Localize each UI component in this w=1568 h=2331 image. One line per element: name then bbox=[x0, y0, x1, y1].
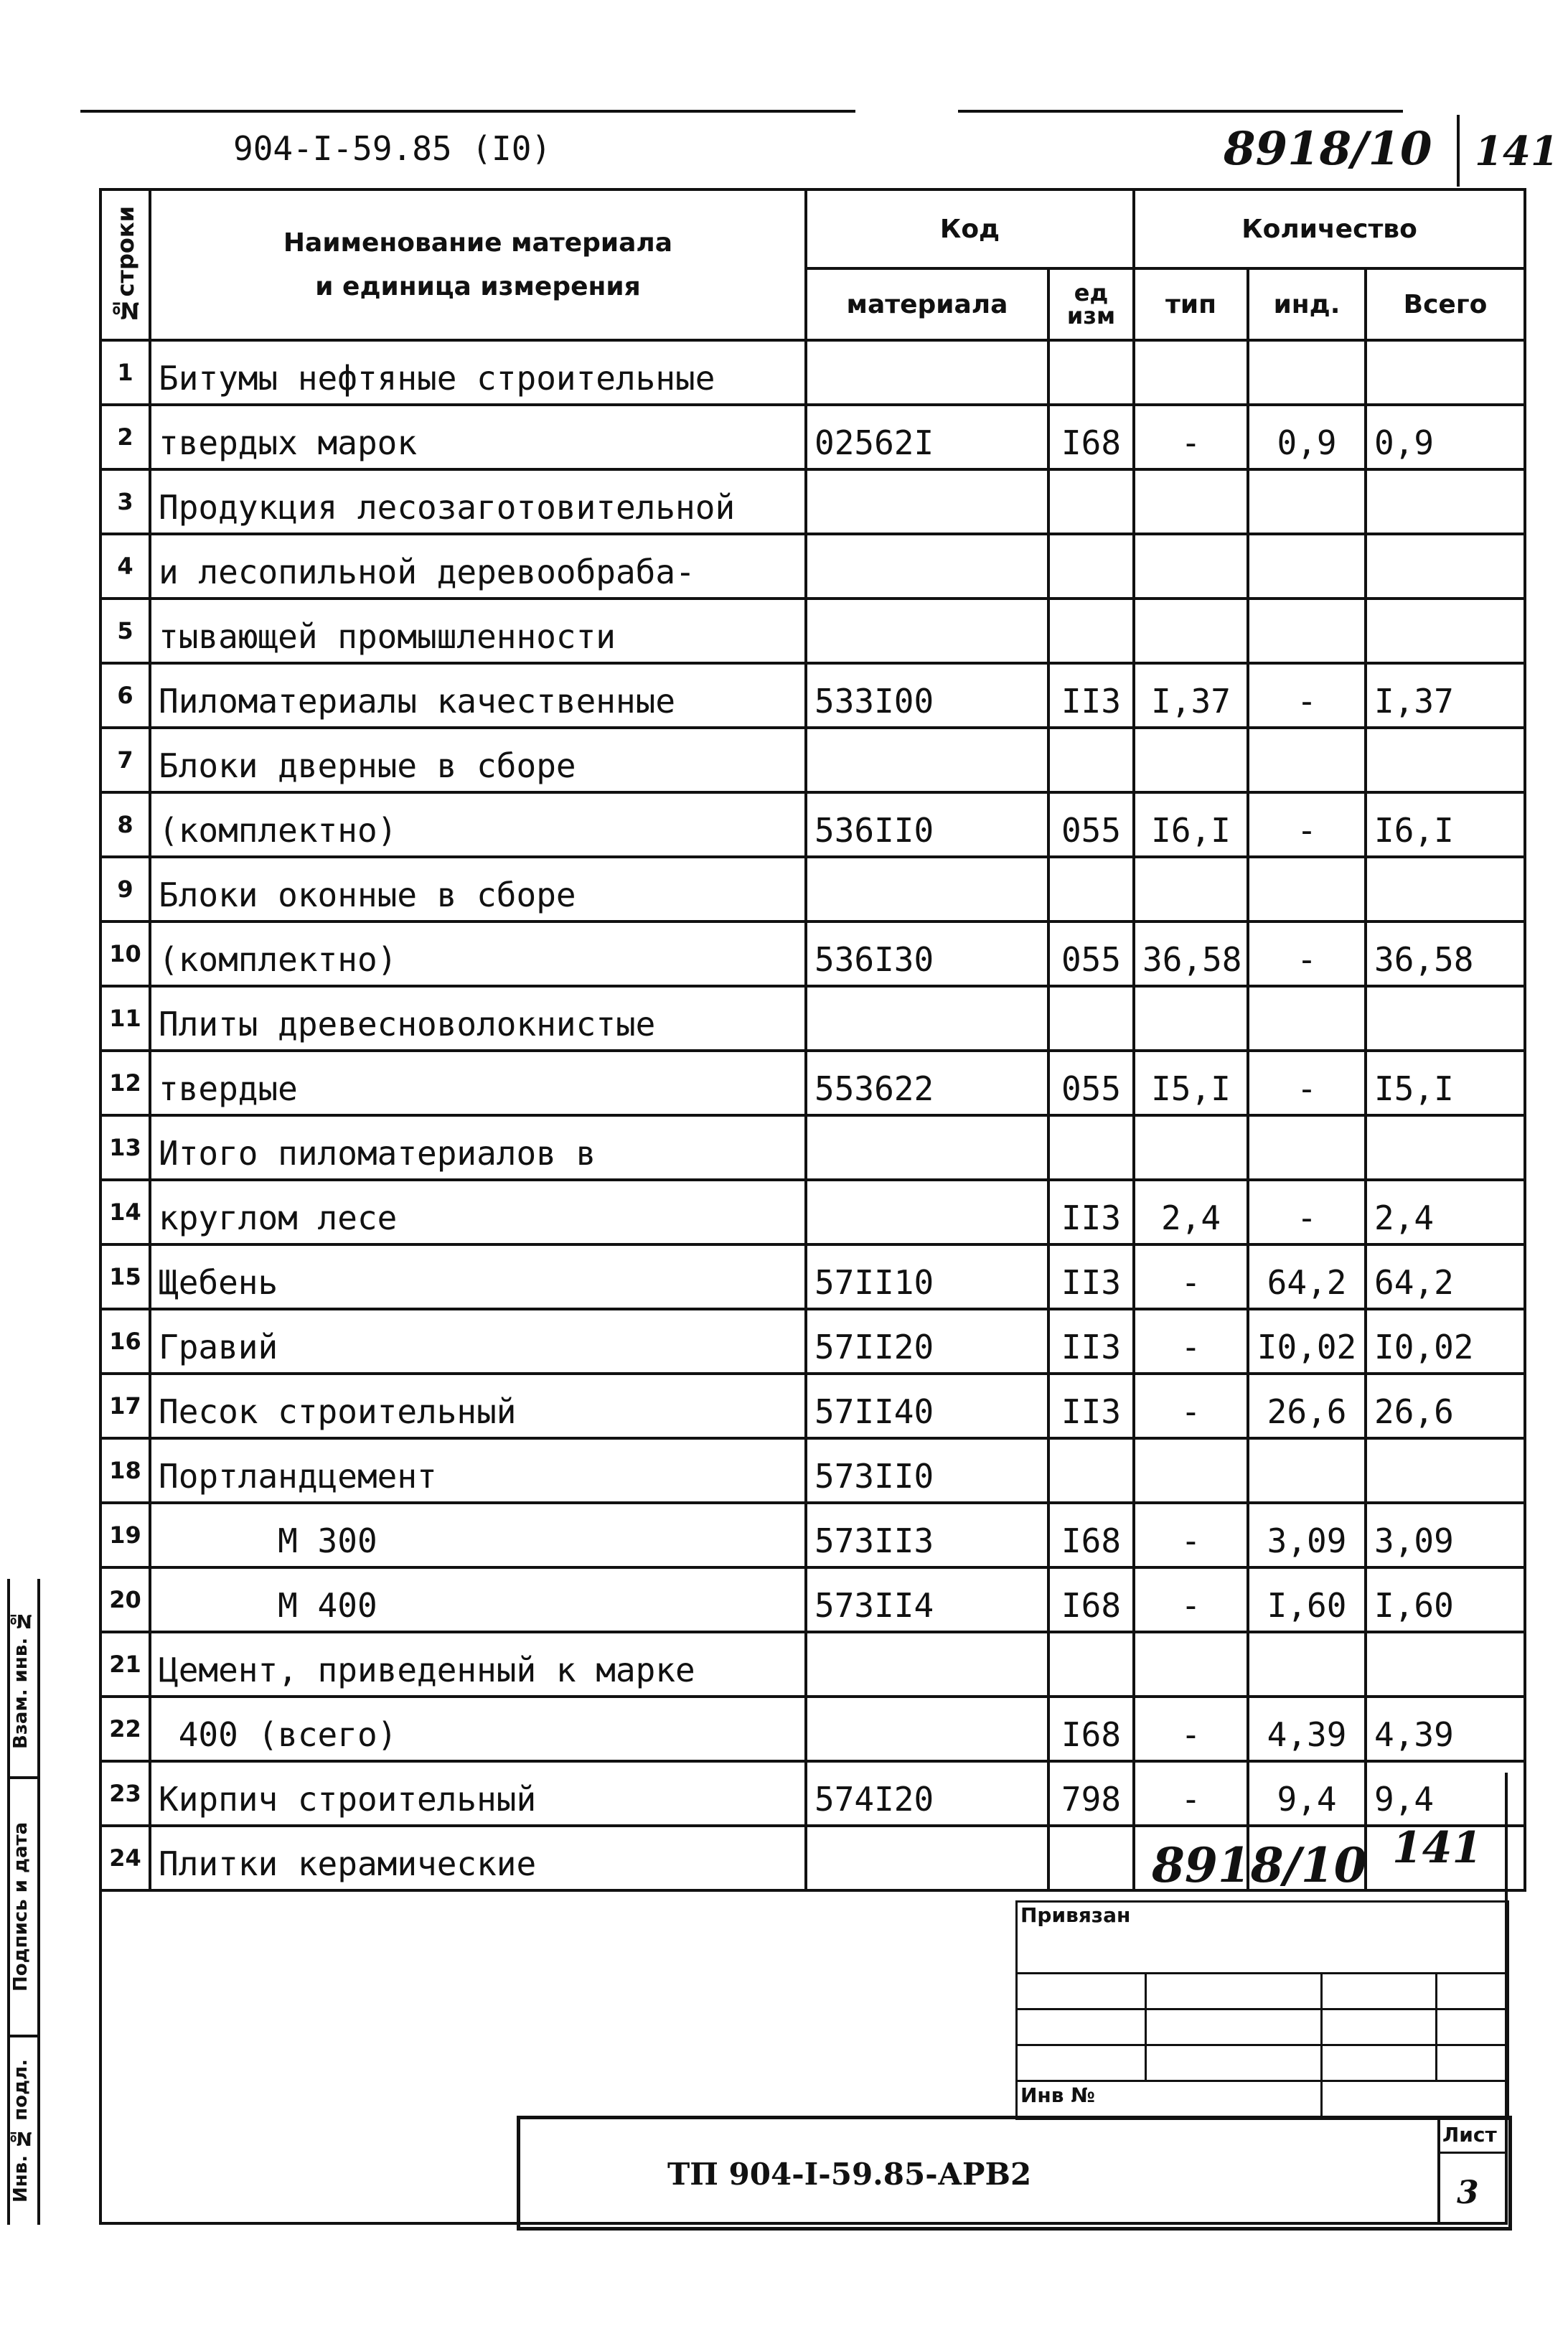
material-code-cell bbox=[806, 534, 1048, 599]
material-code-cell: 02562I bbox=[806, 405, 1048, 469]
qty-type-cell: - bbox=[1134, 1503, 1248, 1567]
frame-left bbox=[99, 1773, 102, 2225]
row-number-cell: 13 bbox=[100, 1115, 150, 1180]
unit-code-cell: 798 bbox=[1048, 1761, 1134, 1826]
qty-total-cell: I0,02 bbox=[1366, 1309, 1525, 1374]
material-code-cell: 533I00 bbox=[806, 663, 1048, 728]
row-number-cell: 7 bbox=[100, 728, 150, 792]
material-name-cell: (комплектно) bbox=[150, 921, 806, 986]
unit-code-cell: II3 bbox=[1048, 1374, 1134, 1438]
material-code-cell bbox=[806, 857, 1048, 921]
material-name-cell: Блоки оконные в сборе bbox=[150, 857, 806, 921]
qty-type-cell bbox=[1134, 340, 1248, 405]
qty-total-cell: 36,58 bbox=[1366, 921, 1525, 986]
side-sep-1 bbox=[7, 1776, 40, 1779]
stamp-handwritten-number: 141 bbox=[1392, 1823, 1483, 1873]
unit-code-cell: II3 bbox=[1048, 1309, 1134, 1374]
material-code-cell bbox=[806, 1115, 1048, 1180]
linked-row-2 bbox=[1015, 2008, 1507, 2010]
row-number-cell: 14 bbox=[100, 1180, 150, 1244]
qty-total-cell: I5,I bbox=[1366, 1051, 1525, 1115]
qty-total-cell bbox=[1366, 986, 1525, 1051]
linked-row-4 bbox=[1015, 2080, 1507, 2082]
qty-total-cell bbox=[1366, 857, 1525, 921]
material-name-header: Наименование материала и единица измерения bbox=[150, 189, 806, 340]
material-name-cell: Портландцемент bbox=[150, 1438, 806, 1503]
table-row bbox=[100, 599, 1525, 663]
qty-ind-cell bbox=[1248, 534, 1366, 599]
linked-col-3 bbox=[1435, 1972, 1437, 2080]
code-group-header: Код bbox=[806, 189, 1134, 268]
row-number-cell: 18 bbox=[100, 1438, 150, 1503]
qty-total-cell bbox=[1366, 340, 1525, 405]
unit-code-cell bbox=[1048, 1826, 1134, 1890]
material-code-cell bbox=[806, 1180, 1048, 1244]
qty-ind-cell bbox=[1248, 986, 1366, 1051]
material-name-cell: Плиты древесноволокнистые bbox=[150, 986, 806, 1051]
qty-ind-cell: 9,4 bbox=[1248, 1761, 1366, 1826]
material-code-cell: 553622 bbox=[806, 1051, 1048, 1115]
qty-type-cell: - bbox=[1134, 1567, 1248, 1632]
row-number-cell: 1 bbox=[100, 340, 150, 405]
table-row bbox=[100, 1309, 1525, 1374]
qty-type-cell: - bbox=[1134, 1309, 1248, 1374]
qty-ind-cell: 26,6 bbox=[1248, 1374, 1366, 1438]
table-row bbox=[100, 1374, 1525, 1438]
qty-ind-cell: - bbox=[1248, 1051, 1366, 1115]
qty-type-cell: I,37 bbox=[1134, 663, 1248, 728]
unit-code-cell: 055 bbox=[1048, 792, 1134, 857]
table-row bbox=[100, 1697, 1525, 1761]
table-row bbox=[100, 728, 1525, 792]
material-code-cell: 57II20 bbox=[806, 1309, 1048, 1374]
qty-ind-cell bbox=[1248, 1632, 1366, 1697]
doc-code: 904-I-59.85 (I0) bbox=[233, 129, 552, 168]
unit-code-cell: I68 bbox=[1048, 1503, 1134, 1567]
qty-ind-cell bbox=[1248, 469, 1366, 534]
material-code-cell bbox=[806, 599, 1048, 663]
sheet-label: Лист bbox=[1442, 2123, 1497, 2147]
row-number-cell: 10 bbox=[100, 921, 150, 986]
sheet-number-handwritten: 141 bbox=[1475, 128, 1559, 175]
row-number-cell: 11 bbox=[100, 986, 150, 1051]
material-name-cell: и лесопильной деревообраба- bbox=[150, 534, 806, 599]
qty-total-cell: 64,2 bbox=[1366, 1244, 1525, 1309]
qty-total-cell bbox=[1366, 1115, 1525, 1180]
qty-type-cell bbox=[1134, 986, 1248, 1051]
unit-code-cell bbox=[1048, 340, 1134, 405]
qty-type-header: тип bbox=[1134, 268, 1248, 340]
qty-ind-cell bbox=[1248, 599, 1366, 663]
material-code-cell bbox=[806, 1826, 1048, 1890]
qty-ind-cell bbox=[1248, 857, 1366, 921]
side-label-inv-orig: Инв. № подл. bbox=[10, 2059, 32, 2203]
qty-type-cell bbox=[1134, 857, 1248, 921]
qty-total-cell bbox=[1366, 469, 1525, 534]
unit-code-cell bbox=[1048, 1115, 1134, 1180]
qty-ind-cell: - bbox=[1248, 792, 1366, 857]
row-number-header: №строки bbox=[100, 189, 150, 340]
material-name-cell: твердые bbox=[150, 1051, 806, 1115]
row-number-cell: 17 bbox=[100, 1374, 150, 1438]
row-number-cell: 23 bbox=[100, 1761, 150, 1826]
qty-ind-cell: - bbox=[1248, 663, 1366, 728]
material-code-cell bbox=[806, 986, 1048, 1051]
material-code-cell: 573II3 bbox=[806, 1503, 1048, 1567]
stamp-handwritten-ref: 8918/10 bbox=[1152, 1837, 1367, 1893]
qty-ind-cell: I0,02 bbox=[1248, 1309, 1366, 1374]
row-number-cell: 3 bbox=[100, 469, 150, 534]
unit-code-cell: I68 bbox=[1048, 1567, 1134, 1632]
qty-total-cell: I,37 bbox=[1366, 663, 1525, 728]
unit-code-cell bbox=[1048, 469, 1134, 534]
side-column-inner bbox=[37, 1579, 40, 2225]
qty-type-cell bbox=[1134, 1438, 1248, 1503]
row-number-cell: 5 bbox=[100, 599, 150, 663]
unit-code-cell bbox=[1048, 534, 1134, 599]
unit-code-cell bbox=[1048, 1632, 1134, 1697]
row-number-cell: 2 bbox=[100, 405, 150, 469]
qty-ind-cell: I,60 bbox=[1248, 1567, 1366, 1632]
material-name-cell: М 300 bbox=[150, 1503, 806, 1567]
qty-total-cell: 26,6 bbox=[1366, 1374, 1525, 1438]
row-number-cell: 24 bbox=[100, 1826, 150, 1890]
qty-total-cell: 9,4 bbox=[1366, 1761, 1525, 1826]
linked-row-1 bbox=[1015, 1972, 1507, 1974]
qty-ind-header: инд. bbox=[1248, 268, 1366, 340]
material-name-cell: (комплектно) bbox=[150, 792, 806, 857]
sheet-value: 3 bbox=[1457, 2175, 1479, 2211]
table-row bbox=[100, 663, 1525, 728]
material-code-cell: 536II0 bbox=[806, 792, 1048, 857]
sheet-row-divider bbox=[1437, 2152, 1507, 2154]
table-header-row-1 bbox=[100, 189, 1525, 268]
material-name-cell: твердых марок bbox=[150, 405, 806, 469]
table-row bbox=[100, 857, 1525, 921]
inv-label: Инв № bbox=[1020, 2083, 1095, 2107]
qty-ind-cell: 0,9 bbox=[1248, 405, 1366, 469]
unit-code-cell bbox=[1048, 986, 1134, 1051]
unit-code-cell: II3 bbox=[1048, 1244, 1134, 1309]
qty-type-cell bbox=[1134, 534, 1248, 599]
qty-total-cell bbox=[1366, 728, 1525, 792]
row-number-cell: 19 bbox=[100, 1503, 150, 1567]
qty-type-cell: I6,I bbox=[1134, 792, 1248, 857]
qty-ind-cell bbox=[1248, 340, 1366, 405]
linked-row-3 bbox=[1015, 2044, 1507, 2046]
material-name-cell: круглом лесе bbox=[150, 1180, 806, 1244]
unit-code-cell: II3 bbox=[1048, 663, 1134, 728]
qty-type-cell: 2,4 bbox=[1134, 1180, 1248, 1244]
qty-ind-cell bbox=[1248, 728, 1366, 792]
top-rule-right bbox=[958, 110, 1403, 113]
material-code-cell: 574I20 bbox=[806, 1761, 1048, 1826]
row-number-cell: 16 bbox=[100, 1309, 150, 1374]
qty-total-header: Всего bbox=[1366, 268, 1525, 340]
unit-code-cell: 055 bbox=[1048, 921, 1134, 986]
table-row bbox=[100, 1438, 1525, 1503]
row-number-cell: 4 bbox=[100, 534, 150, 599]
linked-col-2 bbox=[1320, 1972, 1323, 2116]
qty-type-cell: 36,58 bbox=[1134, 921, 1248, 986]
qty-ind-cell: - bbox=[1248, 1180, 1366, 1244]
side-sep-2 bbox=[7, 2035, 40, 2037]
qty-ind-cell: 64,2 bbox=[1248, 1244, 1366, 1309]
sheet-col-divider bbox=[1437, 2116, 1440, 2225]
qty-ind-cell: 3,09 bbox=[1248, 1503, 1366, 1567]
quantity-group-header: Количество bbox=[1134, 189, 1525, 268]
material-code-header: материала bbox=[806, 268, 1048, 340]
unit-code-cell: I68 bbox=[1048, 405, 1134, 469]
material-code-cell bbox=[806, 728, 1048, 792]
qty-total-cell: I6,I bbox=[1366, 792, 1525, 857]
qty-ind-cell bbox=[1248, 1438, 1366, 1503]
material-code-cell bbox=[806, 1632, 1048, 1697]
material-code-cell: 573II0 bbox=[806, 1438, 1048, 1503]
handwritten-ref: 8918/10 bbox=[1224, 122, 1432, 176]
material-code-cell: 536I30 bbox=[806, 921, 1048, 986]
material-name-cell: Пиломатериалы качественные bbox=[150, 663, 806, 728]
table-row bbox=[100, 1051, 1525, 1115]
top-rule-left bbox=[80, 110, 855, 113]
qty-ind-cell bbox=[1248, 1115, 1366, 1180]
qty-type-cell bbox=[1134, 728, 1248, 792]
material-name-cell: Итого пиломатериалов в bbox=[150, 1115, 806, 1180]
unit-code-cell: I68 bbox=[1048, 1697, 1134, 1761]
side-label-sign-date: Подпись и дата bbox=[10, 1821, 32, 1992]
qty-type-cell bbox=[1134, 1115, 1248, 1180]
unit-code-cell bbox=[1048, 728, 1134, 792]
material-name-cell: Песок строительный bbox=[150, 1374, 806, 1438]
table-row bbox=[100, 1115, 1525, 1180]
qty-total-cell: 3,09 bbox=[1366, 1503, 1525, 1567]
qty-type-cell: - bbox=[1134, 1244, 1248, 1309]
linked-label: Привязан bbox=[1020, 1903, 1131, 1927]
table-row bbox=[100, 792, 1525, 857]
row-number-cell: 6 bbox=[100, 663, 150, 728]
linked-col-1 bbox=[1145, 1972, 1147, 2080]
table-row bbox=[100, 405, 1525, 469]
doc-title: ТП 904-I-59.85-АРВ2 bbox=[667, 2157, 1032, 2192]
table-row bbox=[100, 986, 1525, 1051]
table-row bbox=[100, 1567, 1525, 1632]
qty-type-cell: I5,I bbox=[1134, 1051, 1248, 1115]
qty-total-cell: 2,4 bbox=[1366, 1180, 1525, 1244]
header-divider bbox=[1457, 115, 1460, 187]
material-name-cell: Блоки дверные в сборе bbox=[150, 728, 806, 792]
material-code-cell: 57II10 bbox=[806, 1244, 1048, 1309]
qty-total-cell: 0,9 bbox=[1366, 405, 1525, 469]
qty-type-cell: - bbox=[1134, 1697, 1248, 1761]
material-name-cell: Плитки керамические bbox=[150, 1826, 806, 1890]
qty-ind-cell: 4,39 bbox=[1248, 1697, 1366, 1761]
material-name-cell: Продукция лесозаготовительной bbox=[150, 469, 806, 534]
table-row bbox=[100, 340, 1525, 405]
table-row bbox=[100, 534, 1525, 599]
row-number-cell: 22 bbox=[100, 1697, 150, 1761]
table-row bbox=[100, 469, 1525, 534]
row-number-cell: 15 bbox=[100, 1244, 150, 1309]
row-number-cell: 8 bbox=[100, 792, 150, 857]
materials-table bbox=[99, 188, 1526, 1892]
unit-code-cell bbox=[1048, 599, 1134, 663]
qty-type-cell bbox=[1134, 1632, 1248, 1697]
qty-total-cell bbox=[1366, 1632, 1525, 1697]
table-row bbox=[100, 1761, 1525, 1826]
table-row bbox=[100, 1632, 1525, 1697]
table-row bbox=[100, 1244, 1525, 1309]
qty-total-cell: I,60 bbox=[1366, 1567, 1525, 1632]
row-number-cell: 9 bbox=[100, 857, 150, 921]
qty-total-cell: 4,39 bbox=[1366, 1697, 1525, 1761]
unit-code-cell: II3 bbox=[1048, 1180, 1134, 1244]
unit-code-header: ед изм bbox=[1048, 268, 1134, 340]
material-code-cell bbox=[806, 1697, 1048, 1761]
table-row bbox=[100, 1180, 1525, 1244]
qty-type-cell: - bbox=[1134, 405, 1248, 469]
side-label-replace-inv: Взам. инв. № bbox=[10, 1609, 32, 1750]
table-row bbox=[100, 1503, 1525, 1567]
row-number-cell: 12 bbox=[100, 1051, 150, 1115]
row-number-cell: 21 bbox=[100, 1632, 150, 1697]
material-name-cell: Битумы нефтяные строительные bbox=[150, 340, 806, 405]
material-code-cell bbox=[806, 340, 1048, 405]
row-number-cell: 20 bbox=[100, 1567, 150, 1632]
material-name-cell: Кирпич строительный bbox=[150, 1761, 806, 1826]
unit-code-cell bbox=[1048, 1438, 1134, 1503]
material-name-cell: 400 (всего) bbox=[150, 1697, 806, 1761]
qty-type-cell bbox=[1134, 469, 1248, 534]
qty-total-cell bbox=[1366, 534, 1525, 599]
material-code-cell bbox=[806, 469, 1048, 534]
material-name-cell: Цемент, приведенный к марке bbox=[150, 1632, 806, 1697]
unit-code-cell: 055 bbox=[1048, 1051, 1134, 1115]
qty-type-cell: - bbox=[1134, 1374, 1248, 1438]
material-name-cell: Гравий bbox=[150, 1309, 806, 1374]
qty-total-cell bbox=[1366, 599, 1525, 663]
material-code-cell: 573II4 bbox=[806, 1567, 1048, 1632]
material-name-cell: М 400 bbox=[150, 1567, 806, 1632]
qty-type-cell: - bbox=[1134, 1761, 1248, 1826]
material-name-cell: Щебень bbox=[150, 1244, 806, 1309]
qty-type-cell bbox=[1134, 599, 1248, 663]
qty-ind-cell: - bbox=[1248, 921, 1366, 986]
material-name-cell: тывающей промышленности bbox=[150, 599, 806, 663]
material-code-cell: 57II40 bbox=[806, 1374, 1048, 1438]
qty-total-cell bbox=[1366, 1438, 1525, 1503]
table-row bbox=[100, 921, 1525, 986]
unit-code-cell bbox=[1048, 857, 1134, 921]
